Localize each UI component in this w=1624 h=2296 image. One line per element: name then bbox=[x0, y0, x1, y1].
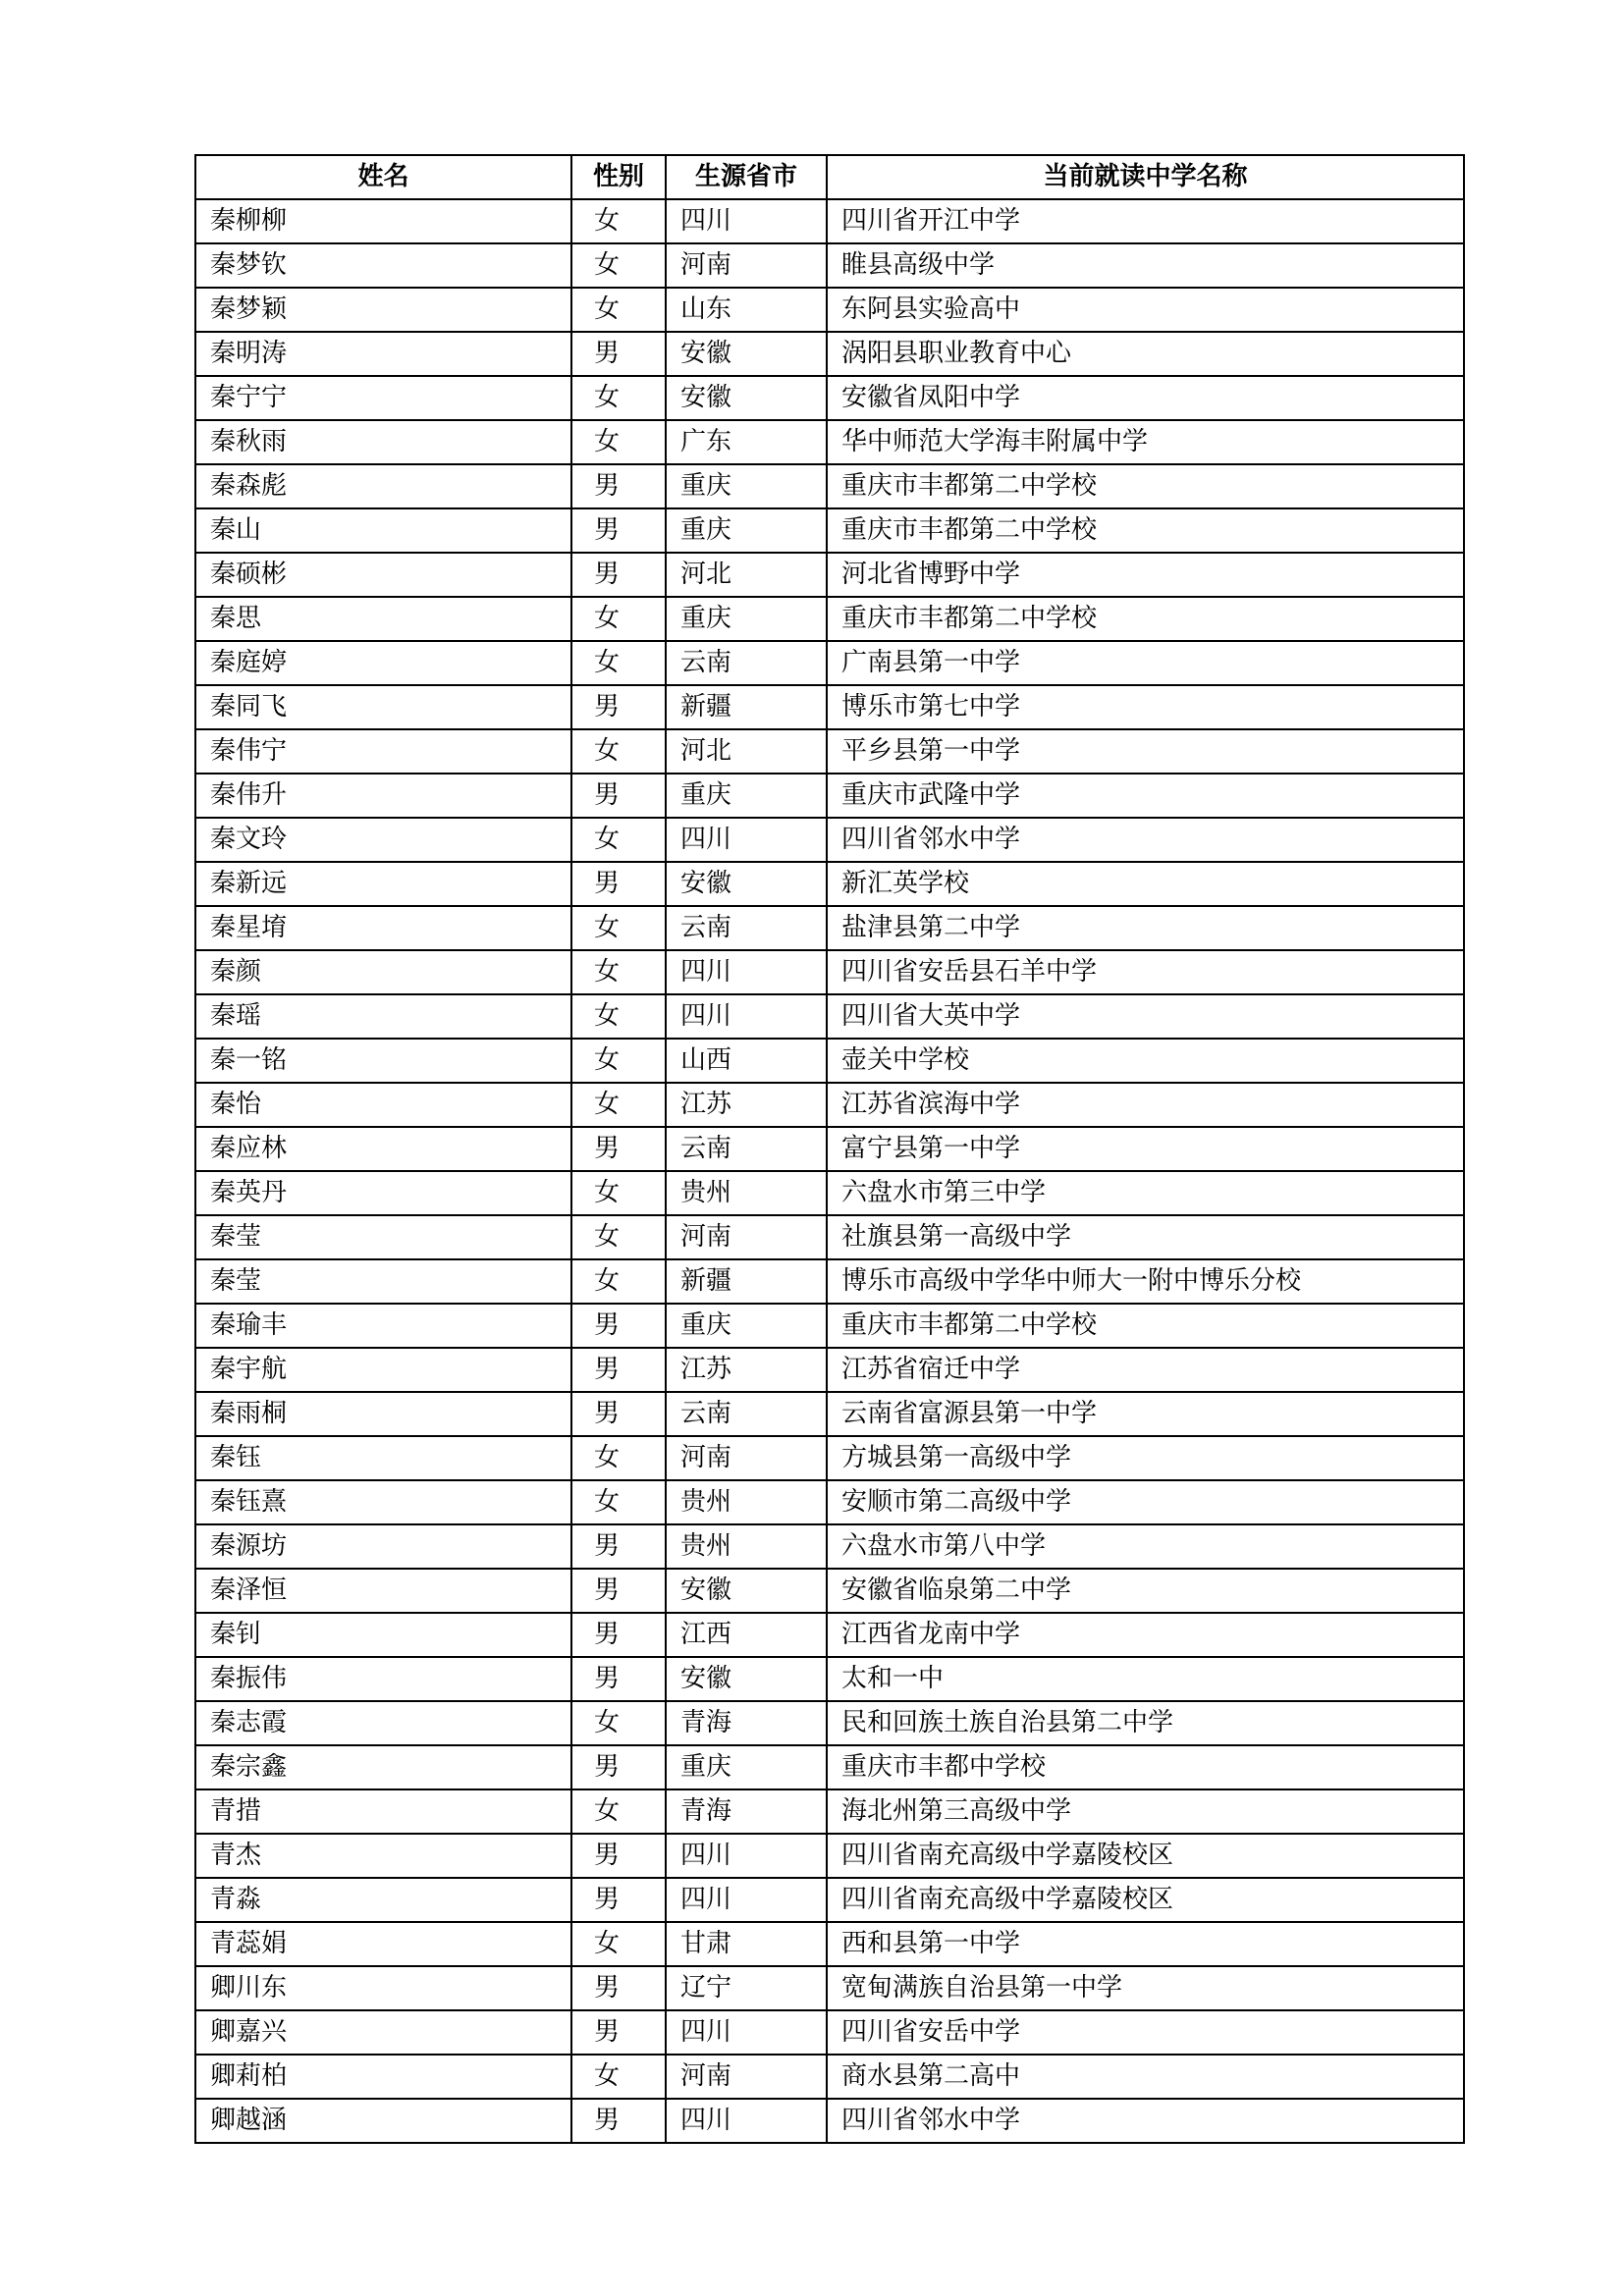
cell-province: 重庆 bbox=[666, 597, 827, 641]
table-row bbox=[195, 332, 1464, 376]
cell-province: 河北 bbox=[666, 729, 827, 774]
table-row bbox=[195, 1524, 1464, 1569]
cell-gender: 男 bbox=[571, 1745, 666, 1789]
cell-name: 卿越涵 bbox=[195, 2099, 571, 2143]
cell-gender: 女 bbox=[571, 376, 666, 420]
cell-gender: 女 bbox=[571, 1171, 666, 1215]
cell-province: 重庆 bbox=[666, 1745, 827, 1789]
student-roster-table bbox=[194, 154, 1465, 2144]
table-body bbox=[195, 199, 1464, 2143]
cell-gender: 男 bbox=[571, 508, 666, 553]
table-row bbox=[195, 641, 1464, 685]
table-row bbox=[195, 1259, 1464, 1304]
table-row bbox=[195, 2099, 1464, 2143]
cell-province: 云南 bbox=[666, 641, 827, 685]
table-row bbox=[195, 774, 1464, 818]
cell-name: 秦思 bbox=[195, 597, 571, 641]
table-row bbox=[195, 597, 1464, 641]
cell-school: 华中师范大学海丰附属中学 bbox=[827, 420, 1464, 464]
cell-school: 广南县第一中学 bbox=[827, 641, 1464, 685]
cell-name: 秦秋雨 bbox=[195, 420, 571, 464]
cell-gender: 女 bbox=[571, 420, 666, 464]
cell-gender: 男 bbox=[571, 774, 666, 818]
cell-gender: 女 bbox=[571, 906, 666, 950]
cell-school: 重庆市丰都第二中学校 bbox=[827, 1304, 1464, 1348]
table-row bbox=[195, 950, 1464, 994]
cell-school: 富宁县第一中学 bbox=[827, 1127, 1464, 1171]
cell-province: 四川 bbox=[666, 818, 827, 862]
cell-name: 秦怡 bbox=[195, 1083, 571, 1127]
cell-school: 西和县第一中学 bbox=[827, 1922, 1464, 1966]
cell-province: 安徽 bbox=[666, 1569, 827, 1613]
cell-name: 秦英丹 bbox=[195, 1171, 571, 1215]
cell-school: 盐津县第二中学 bbox=[827, 906, 1464, 950]
cell-name: 秦庭婷 bbox=[195, 641, 571, 685]
cell-gender: 男 bbox=[571, 1966, 666, 2010]
cell-province: 新疆 bbox=[666, 685, 827, 729]
cell-school: 四川省大英中学 bbox=[827, 994, 1464, 1039]
cell-gender: 男 bbox=[571, 1878, 666, 1922]
cell-gender: 男 bbox=[571, 1834, 666, 1878]
cell-school: 平乡县第一中学 bbox=[827, 729, 1464, 774]
table-row bbox=[195, 1436, 1464, 1480]
cell-gender: 男 bbox=[571, 2099, 666, 2143]
cell-school: 重庆市丰都第二中学校 bbox=[827, 597, 1464, 641]
cell-school: 四川省南充高级中学嘉陵校区 bbox=[827, 1834, 1464, 1878]
table-row bbox=[195, 1834, 1464, 1878]
cell-school: 博乐市第七中学 bbox=[827, 685, 1464, 729]
cell-school: 重庆市丰都中学校 bbox=[827, 1745, 1464, 1789]
cell-province: 青海 bbox=[666, 1701, 827, 1745]
cell-school: 社旗县第一高级中学 bbox=[827, 1215, 1464, 1259]
cell-province: 河北 bbox=[666, 553, 827, 597]
cell-name: 秦泽恒 bbox=[195, 1569, 571, 1613]
cell-name: 卿莉柏 bbox=[195, 2055, 571, 2099]
cell-name: 秦钰 bbox=[195, 1436, 571, 1480]
cell-province: 青海 bbox=[666, 1789, 827, 1834]
table-row bbox=[195, 1039, 1464, 1083]
cell-province: 新疆 bbox=[666, 1259, 827, 1304]
cell-school: 睢县高级中学 bbox=[827, 243, 1464, 288]
cell-school: 壶关中学校 bbox=[827, 1039, 1464, 1083]
table-row bbox=[195, 2055, 1464, 2099]
cell-province: 安徽 bbox=[666, 376, 827, 420]
cell-province: 山西 bbox=[666, 1039, 827, 1083]
cell-name: 秦振伟 bbox=[195, 1657, 571, 1701]
cell-school: 新汇英学校 bbox=[827, 862, 1464, 906]
cell-school: 四川省邻水中学 bbox=[827, 2099, 1464, 2143]
cell-name: 秦源坊 bbox=[195, 1524, 571, 1569]
cell-name: 秦宁宁 bbox=[195, 376, 571, 420]
cell-name: 秦颜 bbox=[195, 950, 571, 994]
column-header-school: 当前就读中学名称 bbox=[827, 155, 1464, 199]
cell-name: 秦星堉 bbox=[195, 906, 571, 950]
cell-name: 秦明涛 bbox=[195, 332, 571, 376]
cell-province: 江西 bbox=[666, 1613, 827, 1657]
table-row bbox=[195, 685, 1464, 729]
table-row bbox=[195, 1701, 1464, 1745]
table-row bbox=[195, 1304, 1464, 1348]
cell-gender: 女 bbox=[571, 1480, 666, 1524]
cell-school: 江苏省滨海中学 bbox=[827, 1083, 1464, 1127]
table-row bbox=[195, 729, 1464, 774]
cell-gender: 男 bbox=[571, 1392, 666, 1436]
cell-province: 云南 bbox=[666, 1392, 827, 1436]
cell-gender: 女 bbox=[571, 1259, 666, 1304]
table-row bbox=[195, 994, 1464, 1039]
cell-name: 秦文玲 bbox=[195, 818, 571, 862]
cell-school: 东阿县实验高中 bbox=[827, 288, 1464, 332]
cell-name: 青措 bbox=[195, 1789, 571, 1834]
cell-province: 广东 bbox=[666, 420, 827, 464]
table-row bbox=[195, 862, 1464, 906]
cell-name: 卿嘉兴 bbox=[195, 2010, 571, 2055]
cell-name: 秦钊 bbox=[195, 1613, 571, 1657]
cell-name: 秦梦颖 bbox=[195, 288, 571, 332]
cell-name: 秦志霞 bbox=[195, 1701, 571, 1745]
table-row bbox=[195, 1480, 1464, 1524]
cell-name: 秦山 bbox=[195, 508, 571, 553]
table-row bbox=[195, 199, 1464, 243]
table-row bbox=[195, 1966, 1464, 2010]
cell-school: 重庆市丰都第二中学校 bbox=[827, 508, 1464, 553]
cell-name: 秦钰熹 bbox=[195, 1480, 571, 1524]
cell-province: 云南 bbox=[666, 1127, 827, 1171]
cell-province: 重庆 bbox=[666, 508, 827, 553]
table-row bbox=[195, 906, 1464, 950]
cell-name: 秦梦钦 bbox=[195, 243, 571, 288]
cell-province: 四川 bbox=[666, 1834, 827, 1878]
table-row bbox=[195, 1657, 1464, 1701]
table-row bbox=[195, 1745, 1464, 1789]
cell-gender: 女 bbox=[571, 597, 666, 641]
cell-province: 重庆 bbox=[666, 464, 827, 508]
cell-province: 四川 bbox=[666, 1878, 827, 1922]
cell-school: 云南省富源县第一中学 bbox=[827, 1392, 1464, 1436]
cell-province: 云南 bbox=[666, 906, 827, 950]
cell-name: 秦一铭 bbox=[195, 1039, 571, 1083]
cell-province: 甘肃 bbox=[666, 1922, 827, 1966]
cell-school: 四川省南充高级中学嘉陵校区 bbox=[827, 1878, 1464, 1922]
cell-school: 涡阳县职业教育中心 bbox=[827, 332, 1464, 376]
table-row bbox=[195, 1083, 1464, 1127]
cell-name: 秦伟升 bbox=[195, 774, 571, 818]
cell-province: 河南 bbox=[666, 243, 827, 288]
table-row bbox=[195, 376, 1464, 420]
cell-name: 秦莹 bbox=[195, 1259, 571, 1304]
cell-province: 贵州 bbox=[666, 1480, 827, 1524]
cell-school: 江苏省宿迁中学 bbox=[827, 1348, 1464, 1392]
cell-province: 四川 bbox=[666, 950, 827, 994]
cell-name: 青蕊娟 bbox=[195, 1922, 571, 1966]
cell-gender: 女 bbox=[571, 243, 666, 288]
table-row bbox=[195, 1613, 1464, 1657]
cell-gender: 男 bbox=[571, 1569, 666, 1613]
cell-province: 贵州 bbox=[666, 1524, 827, 1569]
cell-gender: 男 bbox=[571, 862, 666, 906]
cell-school: 重庆市丰都第二中学校 bbox=[827, 464, 1464, 508]
cell-school: 河北省博野中学 bbox=[827, 553, 1464, 597]
cell-school: 商水县第二高中 bbox=[827, 2055, 1464, 2099]
table-row bbox=[195, 2010, 1464, 2055]
table-row bbox=[195, 1171, 1464, 1215]
cell-name: 秦瑶 bbox=[195, 994, 571, 1039]
cell-province: 四川 bbox=[666, 2099, 827, 2143]
cell-province: 四川 bbox=[666, 994, 827, 1039]
cell-province: 辽宁 bbox=[666, 1966, 827, 2010]
cell-name: 秦应林 bbox=[195, 1127, 571, 1171]
cell-gender: 男 bbox=[571, 553, 666, 597]
cell-name: 青淼 bbox=[195, 1878, 571, 1922]
cell-gender: 女 bbox=[571, 641, 666, 685]
cell-name: 秦柳柳 bbox=[195, 199, 571, 243]
table-row bbox=[195, 1127, 1464, 1171]
cell-name: 秦雨桐 bbox=[195, 1392, 571, 1436]
table-header-row bbox=[195, 155, 1464, 199]
cell-province: 河南 bbox=[666, 1215, 827, 1259]
table-row bbox=[195, 553, 1464, 597]
cell-province: 安徽 bbox=[666, 1657, 827, 1701]
cell-gender: 女 bbox=[571, 1215, 666, 1259]
table-row bbox=[195, 508, 1464, 553]
cell-province: 河南 bbox=[666, 2055, 827, 2099]
table-row bbox=[195, 818, 1464, 862]
cell-gender: 男 bbox=[571, 2010, 666, 2055]
cell-name: 秦伟宁 bbox=[195, 729, 571, 774]
cell-school: 民和回族土族自治县第二中学 bbox=[827, 1701, 1464, 1745]
cell-gender: 女 bbox=[571, 199, 666, 243]
table-row bbox=[195, 464, 1464, 508]
table-row bbox=[195, 1348, 1464, 1392]
cell-school: 宽甸满族自治县第一中学 bbox=[827, 1966, 1464, 2010]
cell-gender: 男 bbox=[571, 1127, 666, 1171]
cell-gender: 女 bbox=[571, 2055, 666, 2099]
cell-school: 六盘水市第三中学 bbox=[827, 1171, 1464, 1215]
cell-name: 秦莹 bbox=[195, 1215, 571, 1259]
cell-school: 四川省开江中学 bbox=[827, 199, 1464, 243]
cell-gender: 女 bbox=[571, 1039, 666, 1083]
cell-province: 重庆 bbox=[666, 1304, 827, 1348]
column-header-name: 姓名 bbox=[195, 155, 571, 199]
cell-school: 江西省龙南中学 bbox=[827, 1613, 1464, 1657]
cell-school: 安徽省凤阳中学 bbox=[827, 376, 1464, 420]
cell-name: 青杰 bbox=[195, 1834, 571, 1878]
cell-province: 重庆 bbox=[666, 774, 827, 818]
table-row bbox=[195, 1789, 1464, 1834]
cell-school: 方城县第一高级中学 bbox=[827, 1436, 1464, 1480]
cell-name: 秦宗鑫 bbox=[195, 1745, 571, 1789]
table-row bbox=[195, 1392, 1464, 1436]
cell-gender: 女 bbox=[571, 729, 666, 774]
cell-school: 安顺市第二高级中学 bbox=[827, 1480, 1464, 1524]
cell-province: 江苏 bbox=[666, 1348, 827, 1392]
cell-gender: 女 bbox=[571, 818, 666, 862]
cell-province: 河南 bbox=[666, 1436, 827, 1480]
cell-province: 安徽 bbox=[666, 862, 827, 906]
table-row bbox=[195, 1569, 1464, 1613]
cell-school: 四川省邻水中学 bbox=[827, 818, 1464, 862]
cell-school: 海北州第三高级中学 bbox=[827, 1789, 1464, 1834]
cell-school: 重庆市武隆中学 bbox=[827, 774, 1464, 818]
column-header-province: 生源省市 bbox=[666, 155, 827, 199]
cell-gender: 男 bbox=[571, 1657, 666, 1701]
cell-name: 卿川东 bbox=[195, 1966, 571, 2010]
cell-province: 贵州 bbox=[666, 1171, 827, 1215]
cell-gender: 女 bbox=[571, 1922, 666, 1966]
cell-gender: 女 bbox=[571, 288, 666, 332]
cell-province: 四川 bbox=[666, 199, 827, 243]
cell-gender: 男 bbox=[571, 1524, 666, 1569]
cell-gender: 男 bbox=[571, 464, 666, 508]
cell-province: 山东 bbox=[666, 288, 827, 332]
cell-school: 六盘水市第八中学 bbox=[827, 1524, 1464, 1569]
cell-gender: 女 bbox=[571, 1701, 666, 1745]
cell-gender: 女 bbox=[571, 994, 666, 1039]
cell-gender: 女 bbox=[571, 1083, 666, 1127]
cell-name: 秦森彪 bbox=[195, 464, 571, 508]
cell-school: 太和一中 bbox=[827, 1657, 1464, 1701]
cell-gender: 女 bbox=[571, 1789, 666, 1834]
cell-province: 江苏 bbox=[666, 1083, 827, 1127]
table-row bbox=[195, 1922, 1464, 1966]
cell-name: 秦瑜丰 bbox=[195, 1304, 571, 1348]
cell-gender: 女 bbox=[571, 950, 666, 994]
table-row bbox=[195, 288, 1464, 332]
column-header-gender: 性别 bbox=[571, 155, 666, 199]
cell-gender: 男 bbox=[571, 1613, 666, 1657]
cell-school: 安徽省临泉第二中学 bbox=[827, 1569, 1464, 1613]
cell-name: 秦同飞 bbox=[195, 685, 571, 729]
cell-school: 四川省安岳中学 bbox=[827, 2010, 1464, 2055]
table-row bbox=[195, 420, 1464, 464]
cell-province: 四川 bbox=[666, 2010, 827, 2055]
table-row bbox=[195, 1878, 1464, 1922]
cell-name: 秦硕彬 bbox=[195, 553, 571, 597]
cell-gender: 男 bbox=[571, 685, 666, 729]
cell-name: 秦宇航 bbox=[195, 1348, 571, 1392]
cell-school: 博乐市高级中学华中师大一附中博乐分校 bbox=[827, 1259, 1464, 1304]
cell-gender: 男 bbox=[571, 332, 666, 376]
cell-school: 四川省安岳县石羊中学 bbox=[827, 950, 1464, 994]
table-row bbox=[195, 243, 1464, 288]
cell-gender: 男 bbox=[571, 1348, 666, 1392]
table-row bbox=[195, 1215, 1464, 1259]
cell-gender: 男 bbox=[571, 1304, 666, 1348]
cell-gender: 女 bbox=[571, 1436, 666, 1480]
cell-province: 安徽 bbox=[666, 332, 827, 376]
cell-name: 秦新远 bbox=[195, 862, 571, 906]
